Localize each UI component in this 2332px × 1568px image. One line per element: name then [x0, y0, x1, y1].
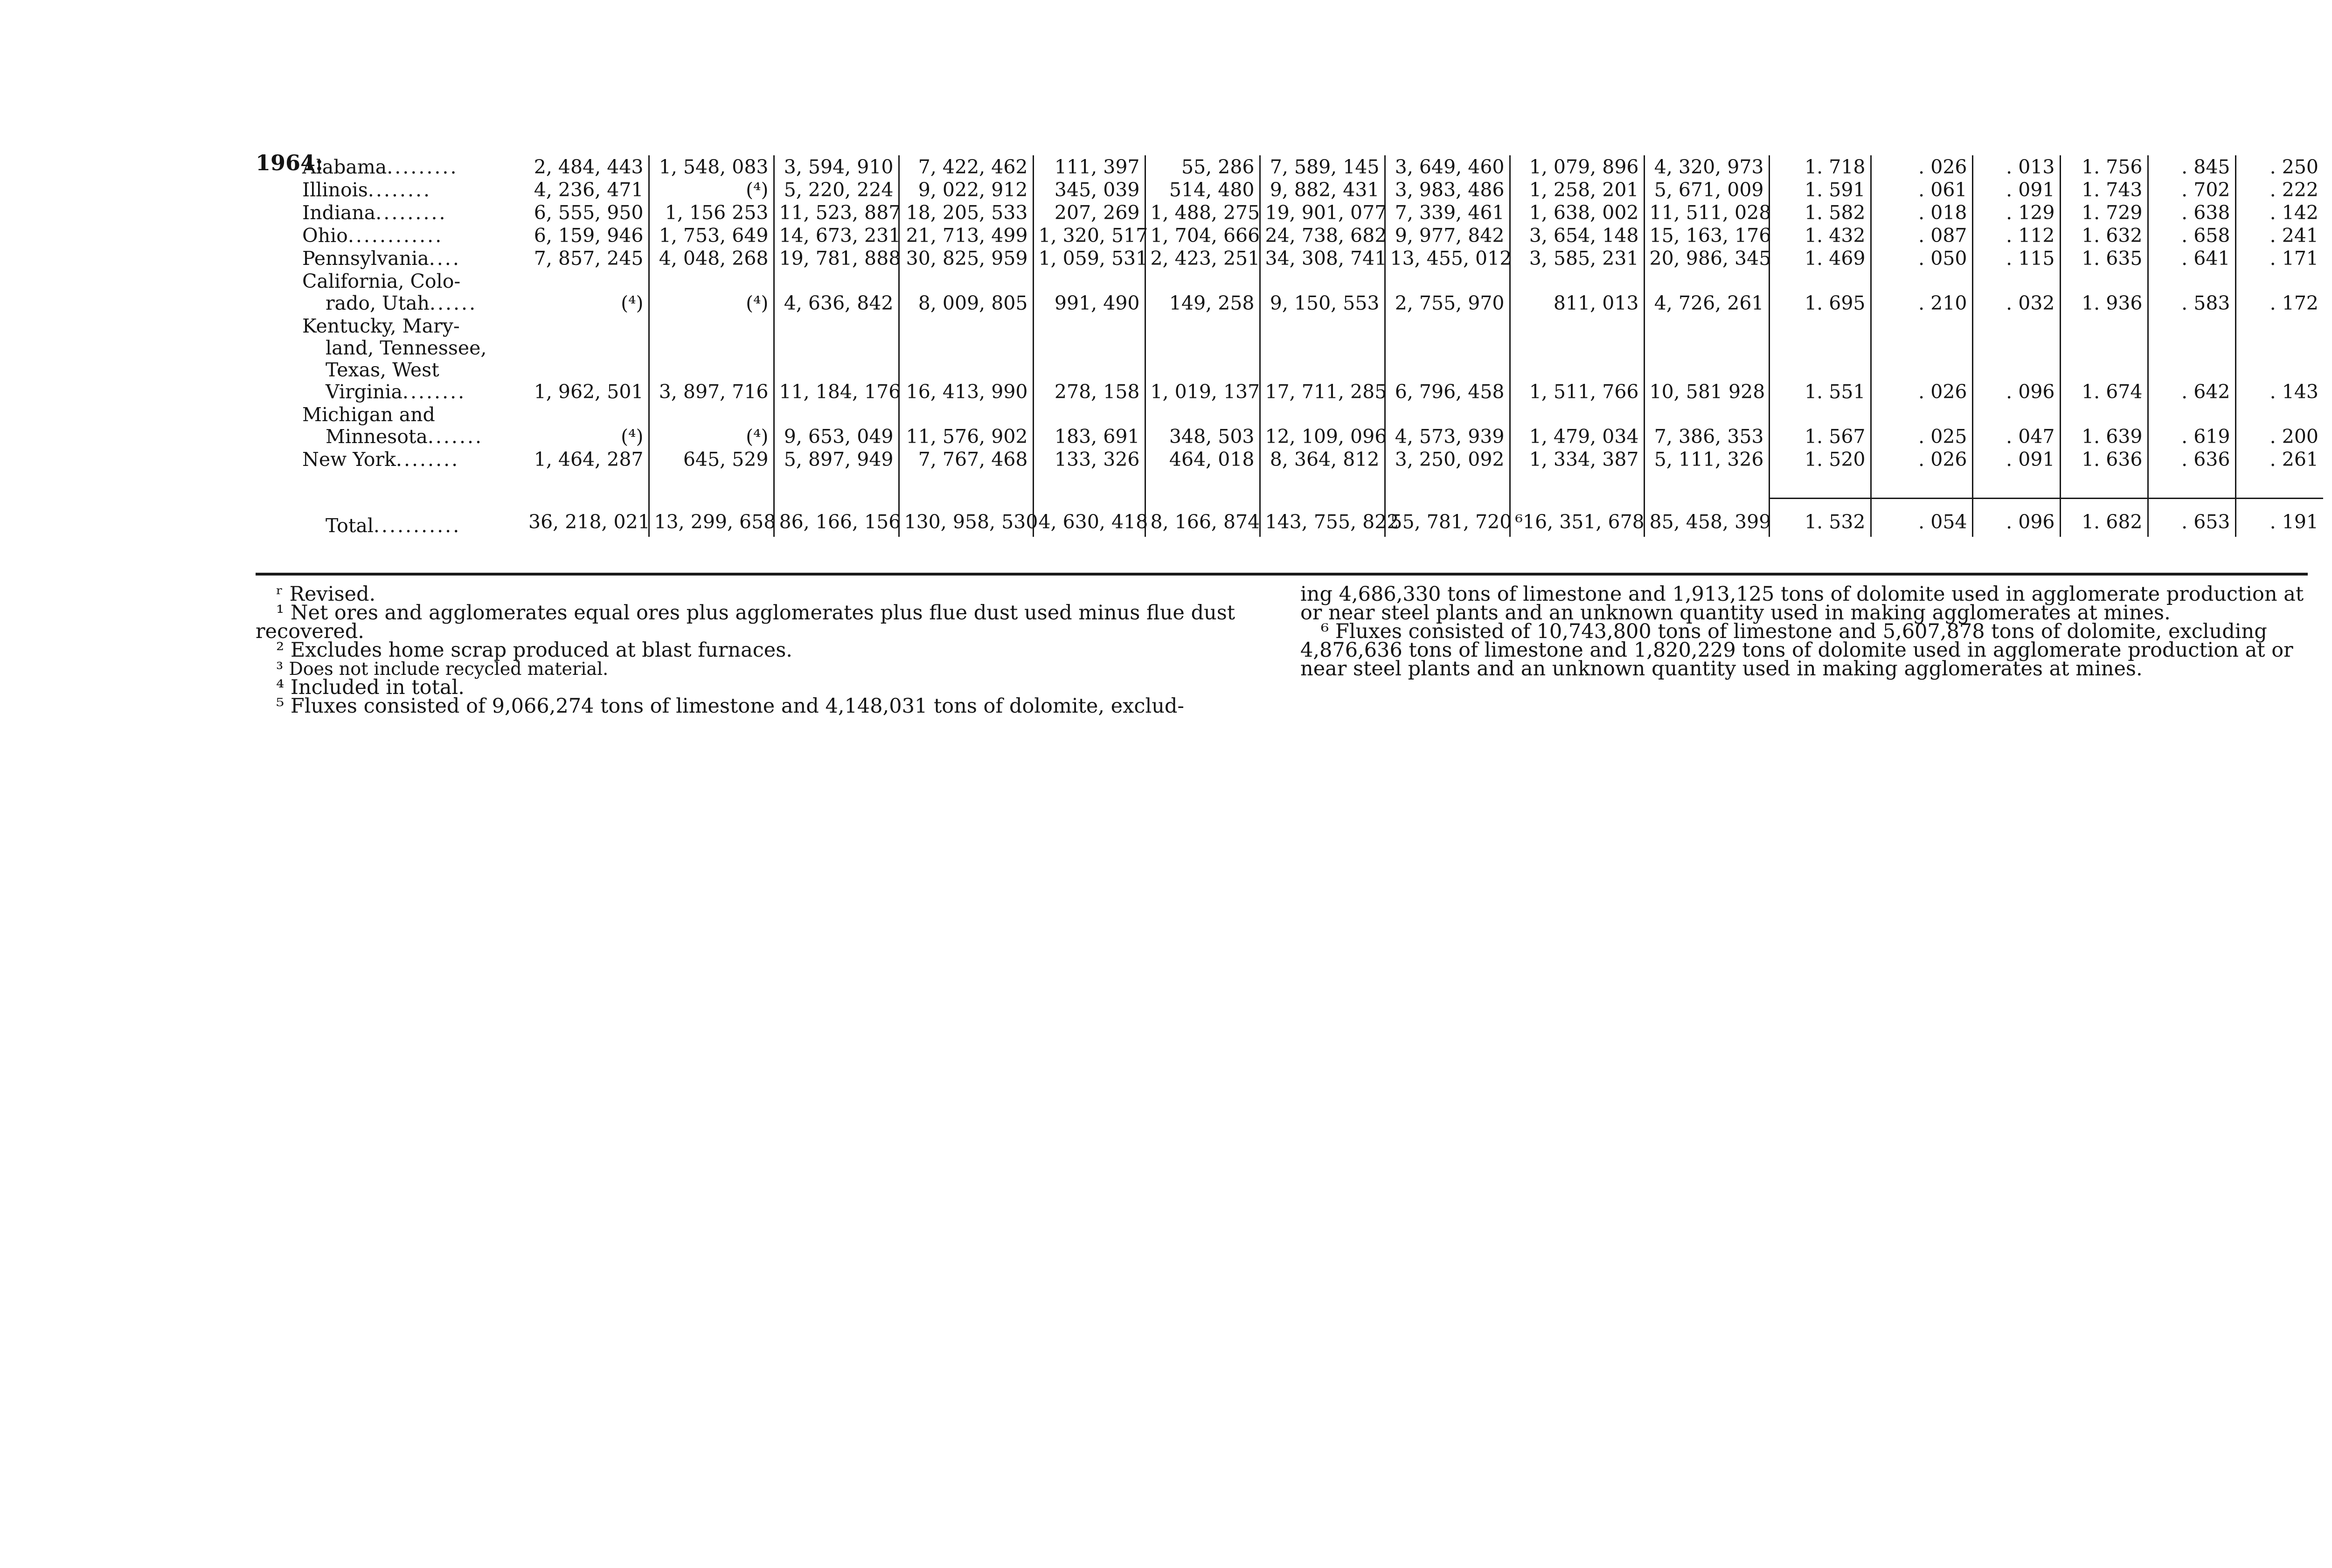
total-cell: . 653 — [2148, 499, 2235, 537]
footnotes-right — [1300, 585, 2312, 678]
table-cell: 1, 059, 531 — [1033, 247, 1145, 270]
row-label-text: Ohio — [302, 224, 348, 247]
row-label-text: land, Tennessee, — [326, 337, 487, 359]
table-cell: 4, 573, 939 — [1385, 403, 1510, 448]
spacer-cell — [899, 471, 1033, 499]
row-label-text: Texas, West — [326, 359, 439, 381]
table-cell: 19, 781, 888 — [774, 247, 899, 270]
row-label-line — [302, 225, 524, 247]
table-cell: . 261 — [2270, 448, 2318, 471]
table-cell: . 583 — [2148, 270, 2235, 314]
spacer-cell — [649, 471, 774, 499]
table-cell: . 845 — [2148, 155, 2235, 178]
row-label-line — [302, 404, 524, 426]
table-cell: 5, 111, 326 — [1644, 448, 1769, 471]
table-cell: 1, 079, 896 — [1510, 155, 1644, 178]
footnote-6: ⁶ Fluxes consisted of 10,743,800 tons of limestone and 5,607,878 tons of dolomite, excluding 4,876,636 tons of limestone and 1,820,229 tons of dolomite used in agglomerate production at or near steel plants and an unknown quantity used in making agglomerates at mines. — [1300, 620, 2293, 680]
leader-dots: .... — [429, 247, 461, 270]
table-cell: 1, 320, 517 — [1033, 224, 1145, 247]
table-cell: 4, 048, 268 — [649, 247, 774, 270]
table-cell: 15, 163, 176 — [1644, 224, 1769, 247]
total-cell: 1. 532 — [1769, 499, 1871, 537]
table-cell: 1. 756 — [2060, 155, 2148, 178]
table-cell: 18, 205, 533 — [899, 201, 1033, 224]
table-row — [256, 178, 2323, 201]
table-cell: . 115 — [1972, 247, 2060, 270]
table-cell: 6, 796, 458 — [1385, 314, 1510, 403]
table-row — [256, 201, 2323, 224]
table-cell: 514, 480 — [1145, 178, 1260, 201]
table-cell: 1. 636 — [2060, 448, 2148, 471]
table-cell: 6, 159, 946 — [524, 224, 649, 247]
table-cell: 1. 674 — [2060, 314, 2148, 403]
total-label — [256, 499, 524, 537]
spacer-row — [256, 471, 2323, 499]
table-cell: 1, 704, 666 — [1145, 224, 1260, 247]
row-label-line — [302, 449, 524, 471]
table-cell: 1, 638, 002 — [1510, 201, 1644, 224]
table-cell: 1. 632 — [2060, 224, 2148, 247]
table-cell: 5, 671, 009 — [1644, 178, 1769, 201]
footnote-1: ¹ Net ores and agglomerates equal ores plus agglomerates plus flue dust used minus flue dust recovered. — [256, 601, 1235, 643]
leader-dots: ......... — [375, 201, 447, 224]
table-cell: 17, 711, 285 — [1260, 314, 1385, 403]
table-cell: . 619 — [2148, 403, 2235, 448]
leader-dots: ........ — [396, 448, 460, 471]
table-cell: 1, 156 253 — [649, 201, 774, 224]
total-cell: 1. 682 — [2060, 499, 2148, 537]
total-label-text: Total — [326, 514, 374, 537]
total-row — [256, 499, 2323, 537]
table-cell: 9, 150, 553 — [1260, 270, 1385, 314]
table-cell: 7, 857, 245 — [524, 247, 649, 270]
table-cell: 3, 654, 148 — [1510, 224, 1644, 247]
table-cell: 19, 901, 077 — [1260, 201, 1385, 224]
spacer-cell — [2148, 471, 2235, 499]
row-label-text: Michigan and — [302, 403, 435, 426]
table-cell: . 658 — [2148, 224, 2235, 247]
footnote-revised: ʳ Revised. — [276, 583, 376, 606]
table-cell: . 018 — [1871, 201, 1972, 224]
total-label-line — [302, 515, 524, 537]
table-cell: 1. 743 — [2060, 178, 2148, 201]
row-label — [256, 270, 524, 314]
table-cell: 278, 158 — [1033, 314, 1145, 403]
table-cell: 8, 009, 805 — [899, 270, 1033, 314]
table-cell: (⁴) — [649, 403, 774, 448]
year-heading: 1964: — [256, 150, 324, 175]
table-cell: . 638 — [2148, 201, 2235, 224]
table-cell: . 702 — [2148, 178, 2235, 201]
table-cell: 16, 413, 990 — [899, 314, 1033, 403]
table-cell: . 241 — [2270, 224, 2318, 247]
spacer-cell — [1145, 471, 1260, 499]
row-label-line — [302, 381, 524, 403]
leader-dots: ........... — [373, 514, 461, 537]
row-label — [256, 247, 524, 270]
row-label-line — [302, 359, 524, 381]
table-cell: 20, 986, 345 — [1644, 247, 1769, 270]
table-cell: 1. 635 — [2060, 247, 2148, 270]
total-cell: 85, 458, 399 — [1644, 499, 1769, 537]
table-cell: 1. 469 — [1769, 247, 1871, 270]
table-cell: 9, 653, 049 — [774, 403, 899, 448]
spacer-cell — [1510, 471, 1644, 499]
footnote-4: ⁴ Included in total. — [276, 676, 465, 699]
row-label-line — [302, 426, 524, 448]
row-label-line — [302, 202, 524, 224]
table-body — [256, 155, 2323, 537]
table-row — [256, 448, 2323, 471]
table-cell: (⁴) — [524, 403, 649, 448]
table-cell: . 250 — [2270, 156, 2318, 178]
table-cell: (⁴) — [649, 178, 774, 201]
table-cell: 1, 258, 201 — [1510, 178, 1644, 201]
leader-dots: ........ — [368, 179, 432, 201]
table-cell: 348, 503 — [1145, 403, 1260, 448]
spacer-cell — [774, 471, 899, 499]
table-cell: 6, 555, 950 — [524, 201, 649, 224]
spacer-cell — [256, 471, 524, 499]
row-label-line — [302, 271, 524, 292]
row-label-line — [302, 337, 524, 359]
table-cell: 7, 339, 461 — [1385, 201, 1510, 224]
table-cell: 3, 250, 092 — [1385, 448, 1510, 471]
total-cell: 55, 781, 720 — [1385, 499, 1510, 537]
table-cell: 1, 962, 501 — [524, 314, 649, 403]
row-label-text: Pennsylvania — [302, 247, 429, 270]
table-cell: 1, 334, 387 — [1510, 448, 1644, 471]
table-cell: 1. 520 — [1769, 448, 1871, 471]
table-cell: 111, 397 — [1033, 155, 1145, 178]
spacer-cell — [1033, 471, 1145, 499]
table-cell: . 096 — [1972, 314, 2060, 403]
table-cell: 2, 755, 970 — [1385, 270, 1510, 314]
table-cell: 1, 479, 034 — [1510, 403, 1644, 448]
footnotes-left — [256, 583, 1258, 718]
row-label — [256, 314, 524, 403]
table-cell: 2, 423, 251 — [1145, 247, 1260, 270]
total-cell: 13, 299, 658 — [649, 499, 774, 537]
spacer-cell — [2060, 471, 2148, 499]
table-cell: 4, 726, 261 — [1644, 270, 1769, 314]
table-cell: 207, 269 — [1033, 201, 1145, 224]
table-cell: 1. 718 — [1769, 155, 1871, 178]
row-label-text: Virginia — [326, 381, 403, 403]
leader-dots: ......... — [387, 156, 458, 178]
table-cell: 1. 695 — [1769, 270, 1871, 314]
total-cell: 86, 166, 156 — [774, 499, 899, 537]
table-cell: 1, 753, 649 — [649, 224, 774, 247]
table-cell: 3, 585, 231 — [1510, 247, 1644, 270]
table-cell: . 112 — [1972, 224, 2060, 247]
row-label — [256, 155, 524, 178]
total-cell: 143, 755, 822 — [1260, 499, 1385, 537]
table-cell: 7, 589, 145 — [1260, 155, 1385, 178]
table-cell: . 026 — [1871, 155, 1972, 178]
row-label-text: Kentucky, Mary- — [302, 315, 460, 337]
table-row — [256, 247, 2323, 270]
table-cell: . 025 — [1871, 403, 1972, 448]
table-cell: 645, 529 — [649, 448, 774, 471]
table-cell: 183, 691 — [1033, 403, 1145, 448]
table-row — [256, 155, 2323, 178]
row-label-text: New York — [302, 448, 396, 471]
table-cell: . 210 — [1871, 270, 1972, 314]
row-label — [256, 201, 524, 224]
total-cell: 130, 958, 530 — [899, 499, 1033, 537]
table-cell: 1. 936 — [2060, 270, 2148, 314]
table-cell: 12, 109, 096 — [1260, 403, 1385, 448]
table-cell: 11, 576, 902 — [899, 403, 1033, 448]
total-cell: . 054 — [1871, 499, 1972, 537]
table-cell: . 142 — [2270, 201, 2318, 224]
iron-steel-table — [256, 155, 2323, 537]
row-label — [256, 403, 524, 448]
table-cell: 8, 364, 812 — [1260, 448, 1385, 471]
table-cell: 30, 825, 959 — [899, 247, 1033, 270]
footnote-5: ⁵ Fluxes consisted of 9,066,274 tons of limestone and 4,148,031 tons of dolomite, exclud- — [276, 694, 1184, 718]
table-cell: 149, 258 — [1145, 270, 1260, 314]
table-row — [256, 270, 2323, 314]
table-cell: 9, 977, 842 — [1385, 224, 1510, 247]
row-label-line — [302, 315, 524, 337]
table-cell: 811, 013 — [1510, 270, 1644, 314]
table-cell: 34, 308, 741 — [1260, 247, 1385, 270]
table-cell: . 636 — [2148, 448, 2235, 471]
row-label-text: Indiana — [302, 201, 376, 224]
table-cell: . 129 — [1972, 201, 2060, 224]
table-cell: 11, 184, 176 — [774, 314, 899, 403]
footnote-2: ² Excludes home scrap produced at blast furnaces. — [276, 638, 792, 662]
table-cell: . 047 — [1972, 403, 2060, 448]
leader-dots: ....... — [427, 425, 484, 448]
table-cell: 7, 767, 468 — [899, 448, 1033, 471]
table-cell: . 013 — [1972, 155, 2060, 178]
total-cell: 36, 218, 021 — [524, 499, 649, 537]
table-cell: 9, 022, 912 — [899, 178, 1033, 201]
table-cell: . 172 — [2270, 292, 2318, 314]
total-cell: ⁶16, 351, 678 — [1510, 499, 1644, 537]
table-cell: . 641 — [2148, 247, 2235, 270]
spacer-cell — [1385, 471, 1510, 499]
table-cell: 5, 220, 224 — [774, 178, 899, 201]
spacer-cell — [1644, 471, 1769, 499]
table-cell: 2, 484, 443 — [524, 155, 649, 178]
table-cell: 13, 455, 012 — [1385, 247, 1510, 270]
table-cell: 7, 386, 353 — [1644, 403, 1769, 448]
table-cell: 11, 523, 887 — [774, 201, 899, 224]
table-cell: 1. 639 — [2060, 403, 2148, 448]
spacer-cell — [1972, 471, 2060, 499]
table-cell: . 642 — [2148, 314, 2235, 403]
footnote-3: ³ Does not include recycled material. — [276, 659, 609, 679]
row-label-text: rado, Utah — [326, 292, 430, 314]
leader-dots: ...... — [429, 292, 478, 314]
table-row — [256, 314, 2323, 403]
table-cell: 464, 018 — [1145, 448, 1260, 471]
spacer-cell — [1260, 471, 1385, 499]
spacer-cell — [1769, 471, 1871, 499]
table-cell: 4, 320, 973 — [1644, 155, 1769, 178]
row-label-text: Minnesota — [326, 425, 428, 448]
spacer-cell — [2235, 471, 2323, 499]
table-cell: 14, 673, 231 — [774, 224, 899, 247]
table-cell: 1. 567 — [1769, 403, 1871, 448]
table-cell: 24, 738, 682 — [1260, 224, 1385, 247]
leader-dots: ........ — [402, 381, 466, 403]
row-label-line — [302, 156, 524, 178]
table-cell: 345, 039 — [1033, 178, 1145, 201]
table-cell: 1, 464, 287 — [524, 448, 649, 471]
total-cell: 4, 630, 418 — [1033, 499, 1145, 537]
table-cell: . 143 — [2270, 381, 2318, 403]
spacer-cell — [524, 471, 649, 499]
row-label — [256, 178, 524, 201]
row-label — [256, 448, 524, 471]
table-cell: 1. 432 — [1769, 224, 1871, 247]
table-cell: 991, 490 — [1033, 270, 1145, 314]
table-cell: 7, 422, 462 — [899, 155, 1033, 178]
table-cell: . 200 — [2270, 425, 2318, 448]
table-cell: 1, 548, 083 — [649, 155, 774, 178]
footnote-5-continued: ing 4,686,330 tons of limestone and 1,913,125 tons of dolomite used in agglomerate production at or near steel plants and an unknown quantity used in making agglomerates at mines. — [1300, 583, 2304, 624]
table-cell: . 061 — [1871, 178, 1972, 201]
table-cell: 1. 729 — [2060, 201, 2148, 224]
table-cell: 1. 591 — [1769, 178, 1871, 201]
table-cell: . 032 — [1972, 270, 2060, 314]
table-cell: 10, 581 928 — [1644, 314, 1769, 403]
row-label-text: Alabama — [302, 156, 387, 178]
row-label-line — [302, 292, 524, 314]
table-cell: 1, 019, 137 — [1145, 314, 1260, 403]
table-cell: . 026 — [1871, 314, 1972, 403]
table-cell: (⁴) — [649, 270, 774, 314]
table-cell: . 091 — [1972, 178, 2060, 201]
table-row — [256, 224, 2323, 247]
table-cell: 3, 983, 486 — [1385, 178, 1510, 201]
table-cell: 55, 286 — [1145, 155, 1260, 178]
row-label-line — [302, 179, 524, 201]
table-cell: 9, 882, 431 — [1260, 178, 1385, 201]
table-cell: 3, 594, 910 — [774, 155, 899, 178]
table-cell: . 091 — [1972, 448, 2060, 471]
table-cell: 3, 649, 460 — [1385, 155, 1510, 178]
table-cell: 1, 511, 766 — [1510, 314, 1644, 403]
spacer-cell — [1871, 471, 1972, 499]
total-cell: 8, 166, 874 — [1145, 499, 1260, 537]
leader-dots: ............ — [347, 224, 444, 247]
table-cell: 4, 236, 471 — [524, 178, 649, 201]
table-cell: (⁴) — [524, 270, 649, 314]
table-cell: . 171 — [2270, 247, 2318, 270]
table-cell: 11, 511, 028 — [1644, 201, 1769, 224]
table-cell: 5, 897, 949 — [774, 448, 899, 471]
table-cell: . 050 — [1871, 247, 1972, 270]
table-cell: 133, 326 — [1033, 448, 1145, 471]
table-row — [256, 403, 2323, 448]
table-cell: 1. 551 — [1769, 314, 1871, 403]
total-cell: . 096 — [1972, 499, 2060, 537]
footnote-rule — [256, 573, 2308, 576]
table-cell: 1, 488, 275 — [1145, 201, 1260, 224]
table-cell: 1. 582 — [1769, 201, 1871, 224]
total-cell: . 191 — [2235, 499, 2323, 537]
table-cell: 4, 636, 842 — [774, 270, 899, 314]
table-cell: . 222 — [2270, 179, 2318, 201]
row-label-line — [302, 248, 524, 270]
row-label-text: Illinois — [302, 179, 368, 201]
table-cell: 21, 713, 499 — [899, 224, 1033, 247]
table-cell: . 026 — [1871, 448, 1972, 471]
row-label — [256, 224, 524, 247]
row-label-text: California, Colo- — [302, 270, 461, 292]
table-cell: 3, 897, 716 — [649, 314, 774, 403]
table-cell: . 087 — [1871, 224, 1972, 247]
